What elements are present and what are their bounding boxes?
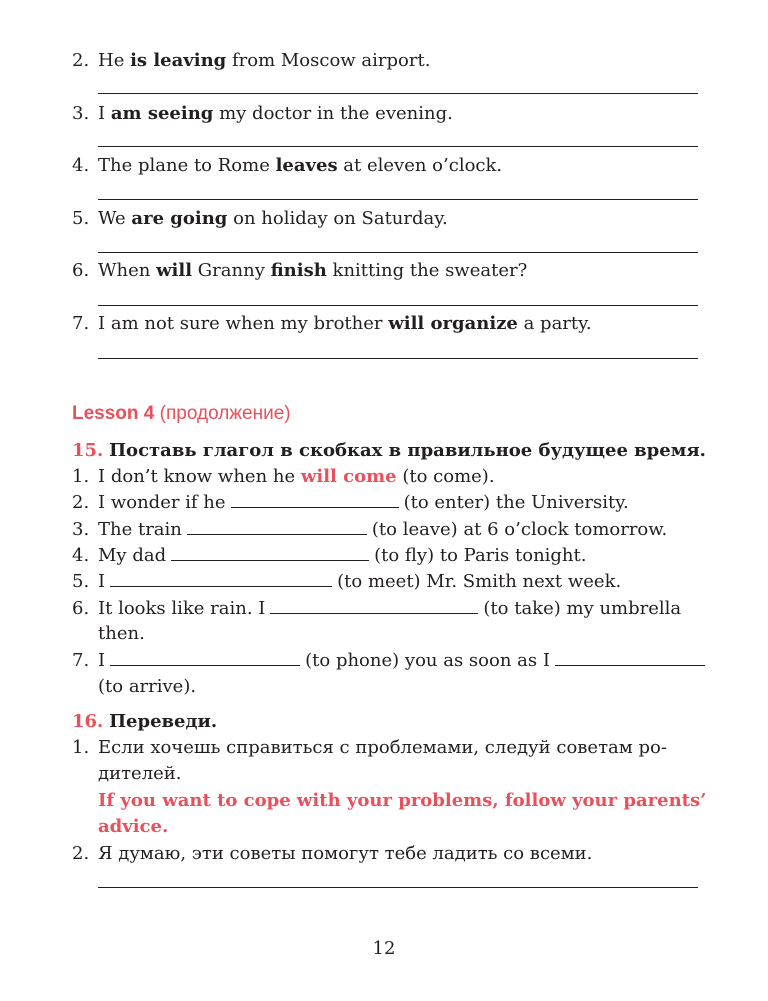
blank-field[interactable]	[270, 598, 478, 614]
exercise-16-heading: 16. Переведи.	[72, 711, 218, 732]
blank-field[interactable]	[231, 492, 399, 508]
ex15-item: 4. My dad (to fly) to Paris tonight.	[72, 545, 587, 566]
ex15-item: 2. I wonder if he (to enter) the University.	[72, 492, 629, 513]
ex15-item: 3. The train (to leave) at 6 o’clock tomorrow.	[72, 519, 668, 540]
page-number: 12	[372, 938, 396, 959]
answer-line[interactable]	[98, 199, 698, 200]
top-item: 5. We are going on holiday on Saturday.	[72, 208, 448, 229]
top-item: 2. He is leaving from Moscow airport.	[72, 50, 431, 71]
top-item: 7. I am not sure when my brother will organize a party.	[72, 313, 592, 334]
top-item: 6. When will Granny finish knitting the sweater?	[72, 260, 528, 281]
ex15-item: 1. I don’t know when he will come (to come).	[72, 466, 495, 487]
blank-field[interactable]	[187, 519, 367, 535]
ex16-item-continuation: дителей.	[98, 763, 182, 784]
answer-line[interactable]	[98, 93, 698, 94]
ex15-item: 6. It looks like rain. I (to take) my umbrella	[72, 598, 682, 619]
top-item: 3. I am seeing my doctor in the evening.	[72, 103, 453, 124]
lesson-heading: Lesson 4 (продолжение)	[72, 403, 291, 424]
answer-line[interactable]	[98, 146, 698, 147]
answer-line[interactable]	[98, 305, 698, 306]
exercise-15-heading: 15. Поставь глагол в скобках в правильное будущее время.	[72, 440, 706, 461]
ex16-item: 2. Я думаю, эти советы помогут тебе ладить со всеми.	[72, 843, 593, 864]
ex15-item: 7. I (to phone) you as soon as I	[72, 650, 710, 672]
ex15-item: 5. I (to meet) Mr. Smith next week.	[72, 571, 622, 592]
ex16-item: 1. Если хочешь справиться с проблемами, следуй советам ро-	[72, 737, 667, 758]
blank-field[interactable]	[171, 545, 369, 561]
ex16-answer: If you want to cope with your problems, follow your parents’	[98, 790, 707, 811]
ex16-answer: advice.	[98, 816, 169, 837]
answer-line[interactable]	[98, 887, 698, 888]
blank-field[interactable]	[110, 571, 332, 587]
blank-field[interactable]	[110, 650, 300, 666]
ex15-item-continuation: (to arrive).	[98, 676, 197, 697]
blank-field[interactable]	[555, 650, 705, 666]
top-item: 4. The plane to Rome leaves at eleven o’clock.	[72, 155, 503, 176]
ex15-item-continuation: then.	[98, 623, 145, 644]
answer-line[interactable]	[98, 252, 698, 253]
answer-line[interactable]	[98, 358, 698, 359]
